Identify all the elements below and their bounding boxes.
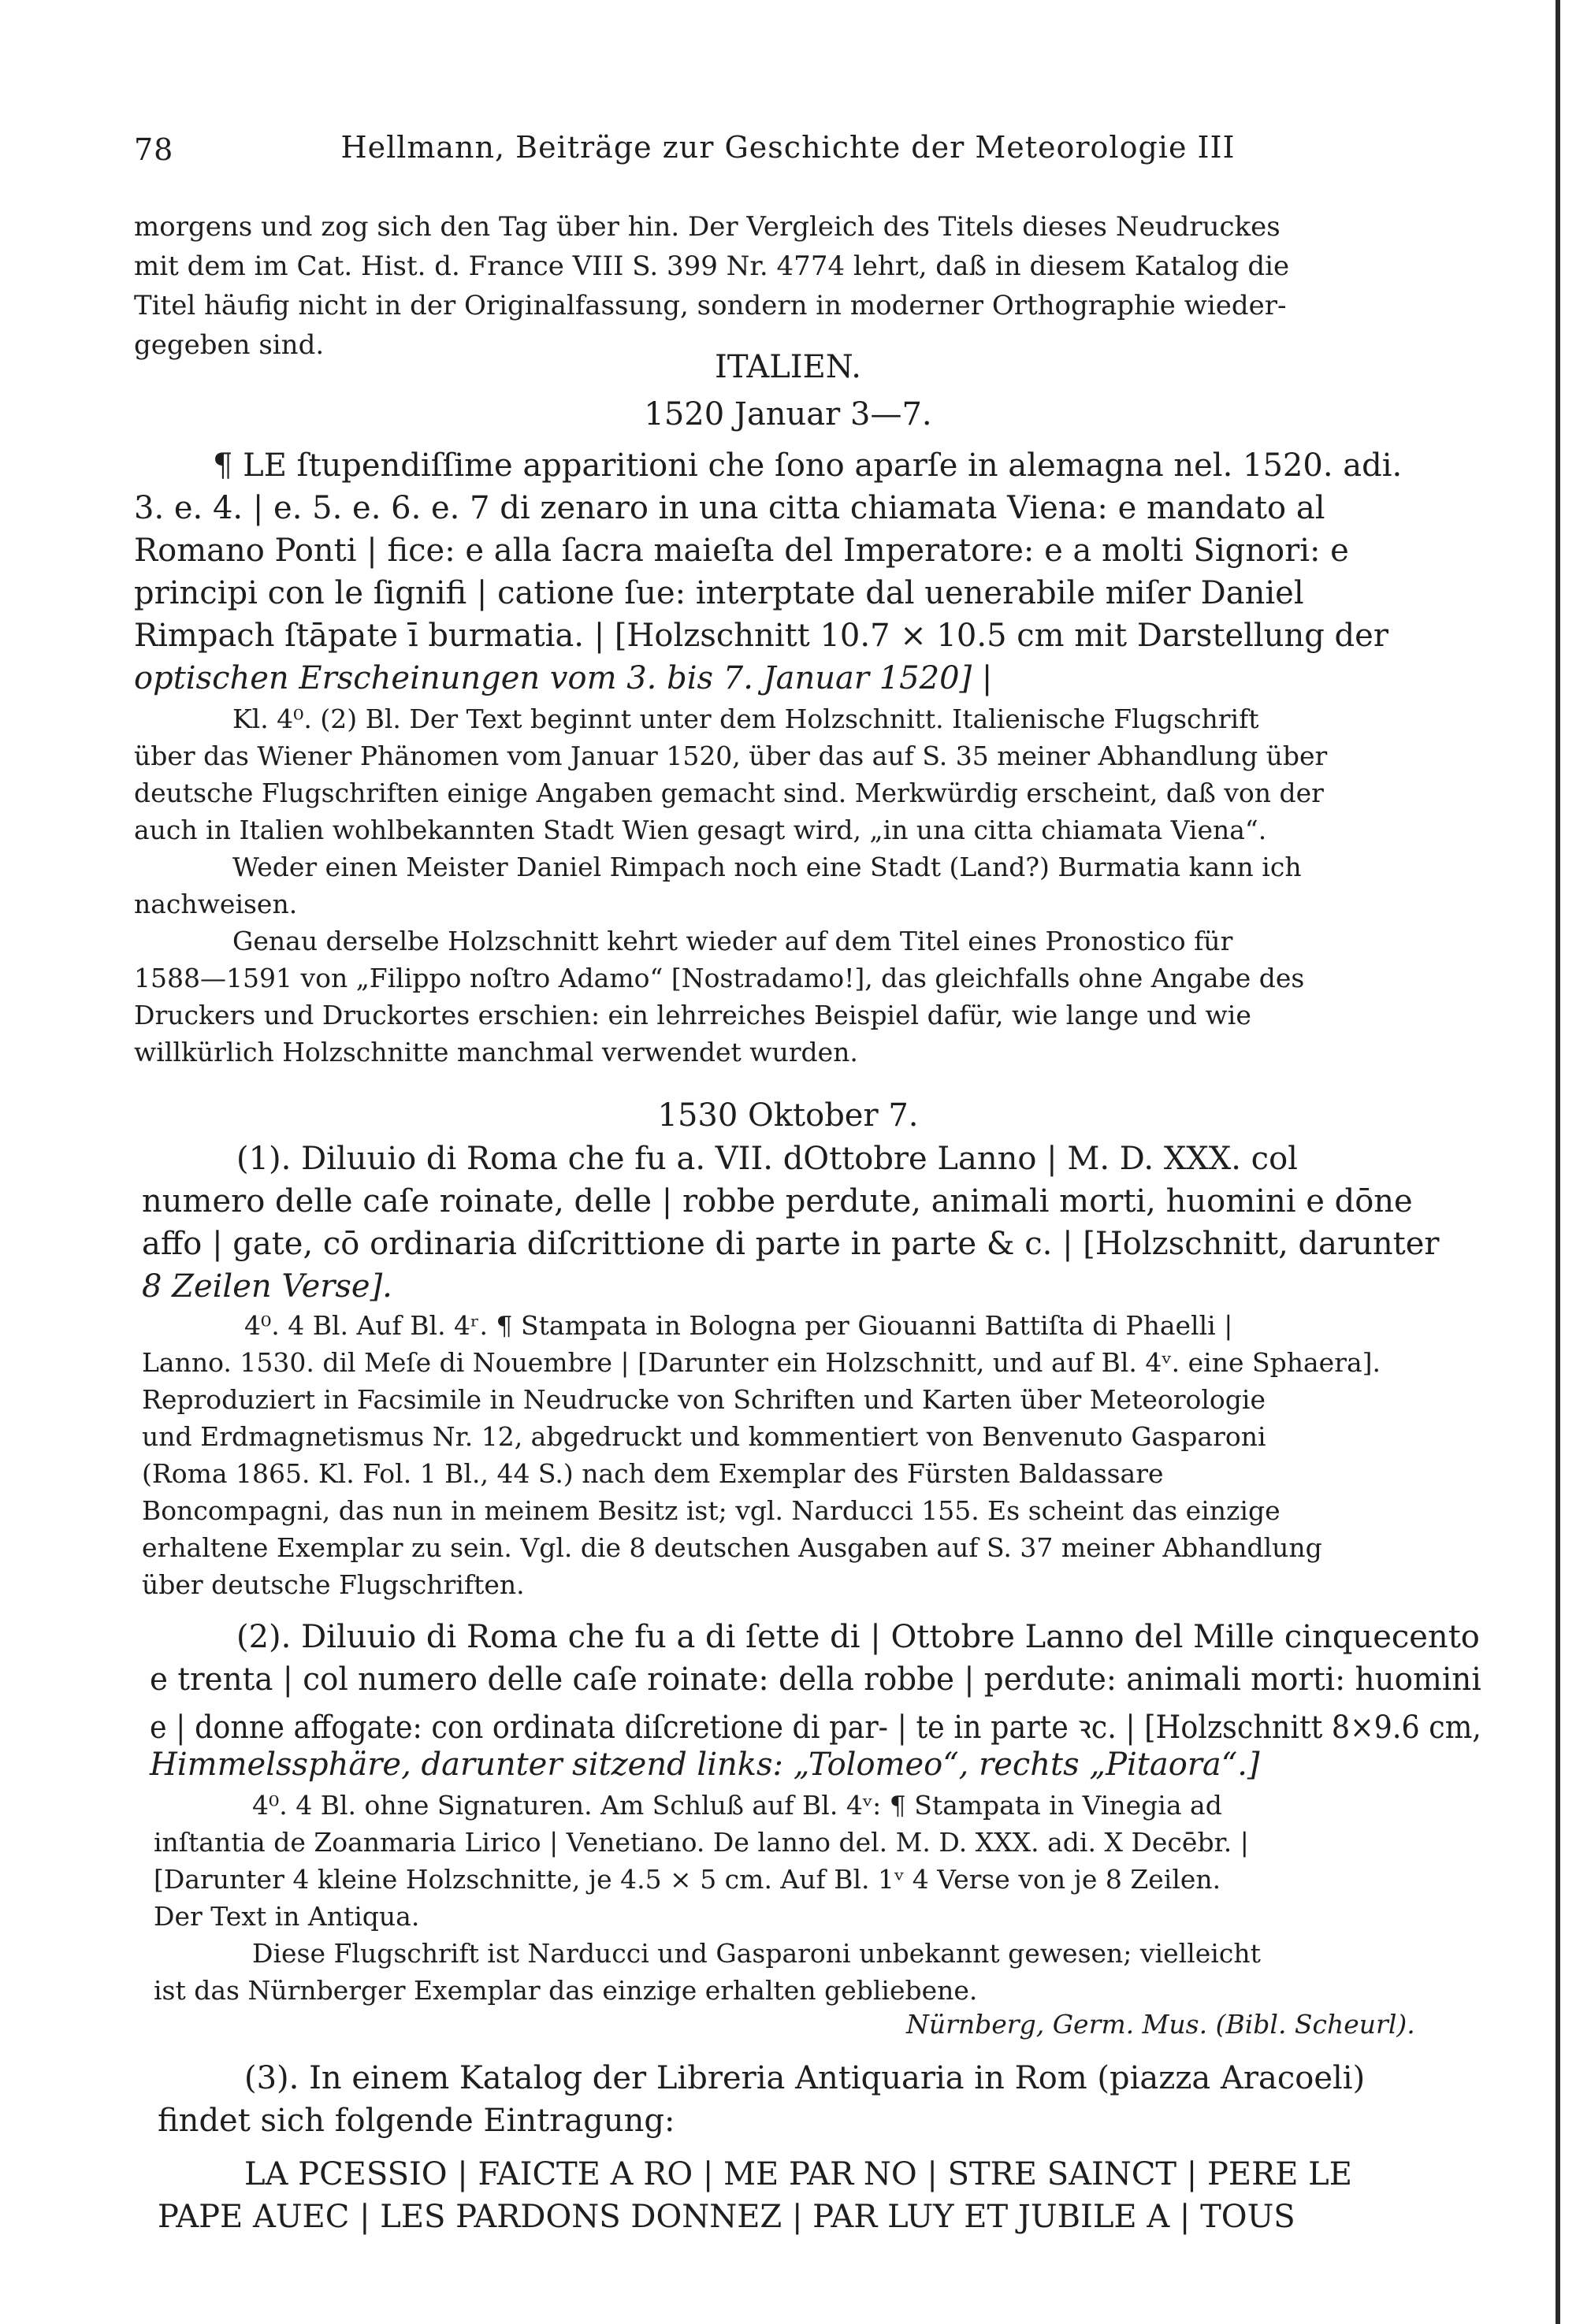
entry-title-line: (1). Diluuio di Roma che fu a. VII. dOttobre Lanno | M. D. XXX. col <box>236 1141 1298 1177</box>
quote-line: PAPE AUEC | LES PARDONS DONNEZ | PAR LUY ET JUBILE A | TOUS <box>158 2199 1295 2235</box>
entry-title-line: affo | gate, cō ordinaria diſcrittione di parte in parte & c. | [Holzschnitt, darunter <box>142 1226 1440 1262</box>
intro-line: gegeben sind. <box>134 329 325 361</box>
entry-title-line: (2). Diluuio di Roma che fu a di ſette di | Ottobre Lanno del Mille cinquecento <box>236 1619 1480 1655</box>
note-line: deutsche Flugschriften einige Angaben gemacht sind. Merkwürdig erscheint, daß von der <box>134 778 1324 808</box>
entry-title-line: optischen Erscheinungen vom 3. bis 7. Januar 1520] | <box>134 660 993 696</box>
note-line: erhaltene Exemplar zu sein. Vgl. die 8 deutschen Ausgaben auf S. 37 meiner Abhandlung <box>142 1532 1322 1563</box>
location-note: Nürnberg, Germ. Mus. (Bibl. Scheurl). <box>906 2009 1415 2040</box>
note-line: Diese Flugschrift ist Narducci und Gasparoni unbekannt gewesen; vielleicht <box>252 1938 1261 1969</box>
note-line: Weder einen Meister Daniel Rimpach noch eine Stadt (Land?) Burmatia kann ich <box>232 852 1302 882</box>
entry-title-line: e | donne affogate: con ordinata diſcretione di par- | te in parte ꝛc. | [Holzschnitt 8×9.6 cm, <box>150 1710 1481 1746</box>
note-line: 1588—1591 von „Filippo noſtro Adamo“ [Nostradamo!], das gleichfalls ohne Angabe des <box>134 963 1305 993</box>
entry-title-line: ¶ LE ſtupendiſſime apparitioni che ſono aparſe in alemagna nel. 1520. adi. <box>213 447 1403 484</box>
entry-title-line: 3. e. 4. | e. 5. e. 6. e. 7 di zenaro in una citta chiamata Viena: e mandato al <box>134 490 1325 526</box>
note-line: Genau derselbe Holzschnitt kehrt wieder auf dem Titel eines Pronostico für <box>232 926 1233 956</box>
entry-title-line: Romano Ponti | fice: e alla ſacra maieſta del Imperatore: e a molti Signori: e <box>134 533 1349 569</box>
note-line: Der Text in Antiqua. <box>154 1901 420 1932</box>
note-line: inſtantia de Zoanmaria Lirico | Venetiano. De lanno del. M. D. XXX. adi. X Decēbr. | <box>154 1827 1249 1858</box>
intro-line: morgens und zog sich den Tag über hin. Der Vergleich des Titels dieses Neudruckes <box>134 211 1280 243</box>
note-line: ist das Nürnberger Exemplar das einzige erhalten gebliebene. <box>154 1975 978 2006</box>
entry-title-line: 8 Zeilen Verse]. <box>142 1268 392 1305</box>
note-line: über das Wiener Phänomen vom Januar 1520, über das auf S. 35 meiner Abhandlung über <box>134 741 1328 771</box>
page-number: 78 <box>134 132 174 167</box>
quote-line: LA PCESSIO | FAICTE A RO | ME PAR NO | STRE SAINCT | PERE LE <box>244 2156 1352 2192</box>
note-line: 4⁰. 4 Bl. Auf Bl. 4ʳ. ¶ Stampata in Bologna per Giouanni Battiſta di Phaelli | <box>244 1310 1233 1341</box>
note-line: (Roma 1865. Kl. Fol. 1 Bl., 44 S.) nach dem Exemplar des Fürsten Baldassare <box>142 1458 1164 1489</box>
note-line: auch in Italien wohlbekannten Stadt Wien gesagt wird, „in una citta chiamata Viena“. <box>134 815 1267 845</box>
entry-title-line: numero delle caſe roinate, delle | robbe perdute, animali morti, huomini e dōne <box>142 1183 1413 1220</box>
note-line: [Darunter 4 kleine Holzschnitte, je 4.5 × 5 cm. Auf Bl. 1ᵛ 4 Verse von je 8 Zeilen. <box>154 1864 1221 1895</box>
note-line: Lanno. 1530. dil Meſe di Nouembre | [Darunter ein Holzschnitt, und auf Bl. 4ᵛ. eine Sphaera]. <box>142 1347 1381 1378</box>
entry-title-line: findet sich folgende Eintragung: <box>158 2103 675 2139</box>
note-line: 4⁰. 4 Bl. ohne Signaturen. Am Schluß auf Bl. 4ᵛ: ¶ Stampata in Vinegia ad <box>252 1790 1222 1821</box>
entry-title-line: (3). In einem Katalog der Libreria Antiquaria in Rom (piazza Aracoeli) <box>244 2060 1366 2096</box>
note-line: über deutsche Flugschriften. <box>142 1569 525 1600</box>
entry-title-line: Himmelssphäre, darunter sitzend links: „Tolomeo“, rechts „Pitaora“.] <box>150 1747 1260 1783</box>
note-line: willkürlich Holzschnitte manchmal verwendet wurden. <box>134 1037 858 1067</box>
entry-date: 1530 Oktober 7. <box>657 1097 919 1134</box>
note-line: und Erdmagnetismus Nr. 12, abgedruckt und kommentiert von Benvenuto Gasparoni <box>142 1421 1266 1452</box>
note-line: Kl. 4⁰. (2) Bl. Der Text beginnt unter dem Holzschnitt. Italienische Flugschrift <box>232 704 1259 734</box>
intro-line: mit dem im Cat. Hist. d. France VIII S. 399 Nr. 4774 lehrt, daß in diesem Katalog die <box>134 251 1290 282</box>
entry-title-line: e trenta | col numero delle caſe roinate: della robbe | perdute: animali morti: huomini <box>150 1661 1481 1698</box>
note-line: Boncompagni, das nun in meinem Besitz ist; vgl. Narducci 155. Es scheint das einzige <box>142 1495 1280 1526</box>
section-title: ITALIEN. <box>715 349 861 385</box>
note-line: Reproduziert in Facsimile in Neudrucke von Schriften und Karten über Meteorologie <box>142 1384 1266 1415</box>
note-line: Druckers und Druckortes erschien: ein lehrreiches Beispiel dafür, wie lange und wie <box>134 1000 1251 1030</box>
intro-line: Titel häufig nicht in der Originalfassung, sondern in moderner Orthographie wieder- <box>134 290 1287 321</box>
entry-title-line: Rimpach ſtāpate ī burmatia. | [Holzschnitt 10.7 × 10.5 cm mit Darstellung der <box>134 618 1388 654</box>
note-line: nachweisen. <box>134 889 298 919</box>
entry-title-line: principi con le ſignifi | catione ſue: interptate dal uenerabile miſer Daniel <box>134 575 1304 611</box>
entry-date: 1520 Januar 3—7. <box>644 396 932 433</box>
running-title: Hellmann, Beiträge zur Geschichte der Meteorologie III <box>340 130 1236 165</box>
